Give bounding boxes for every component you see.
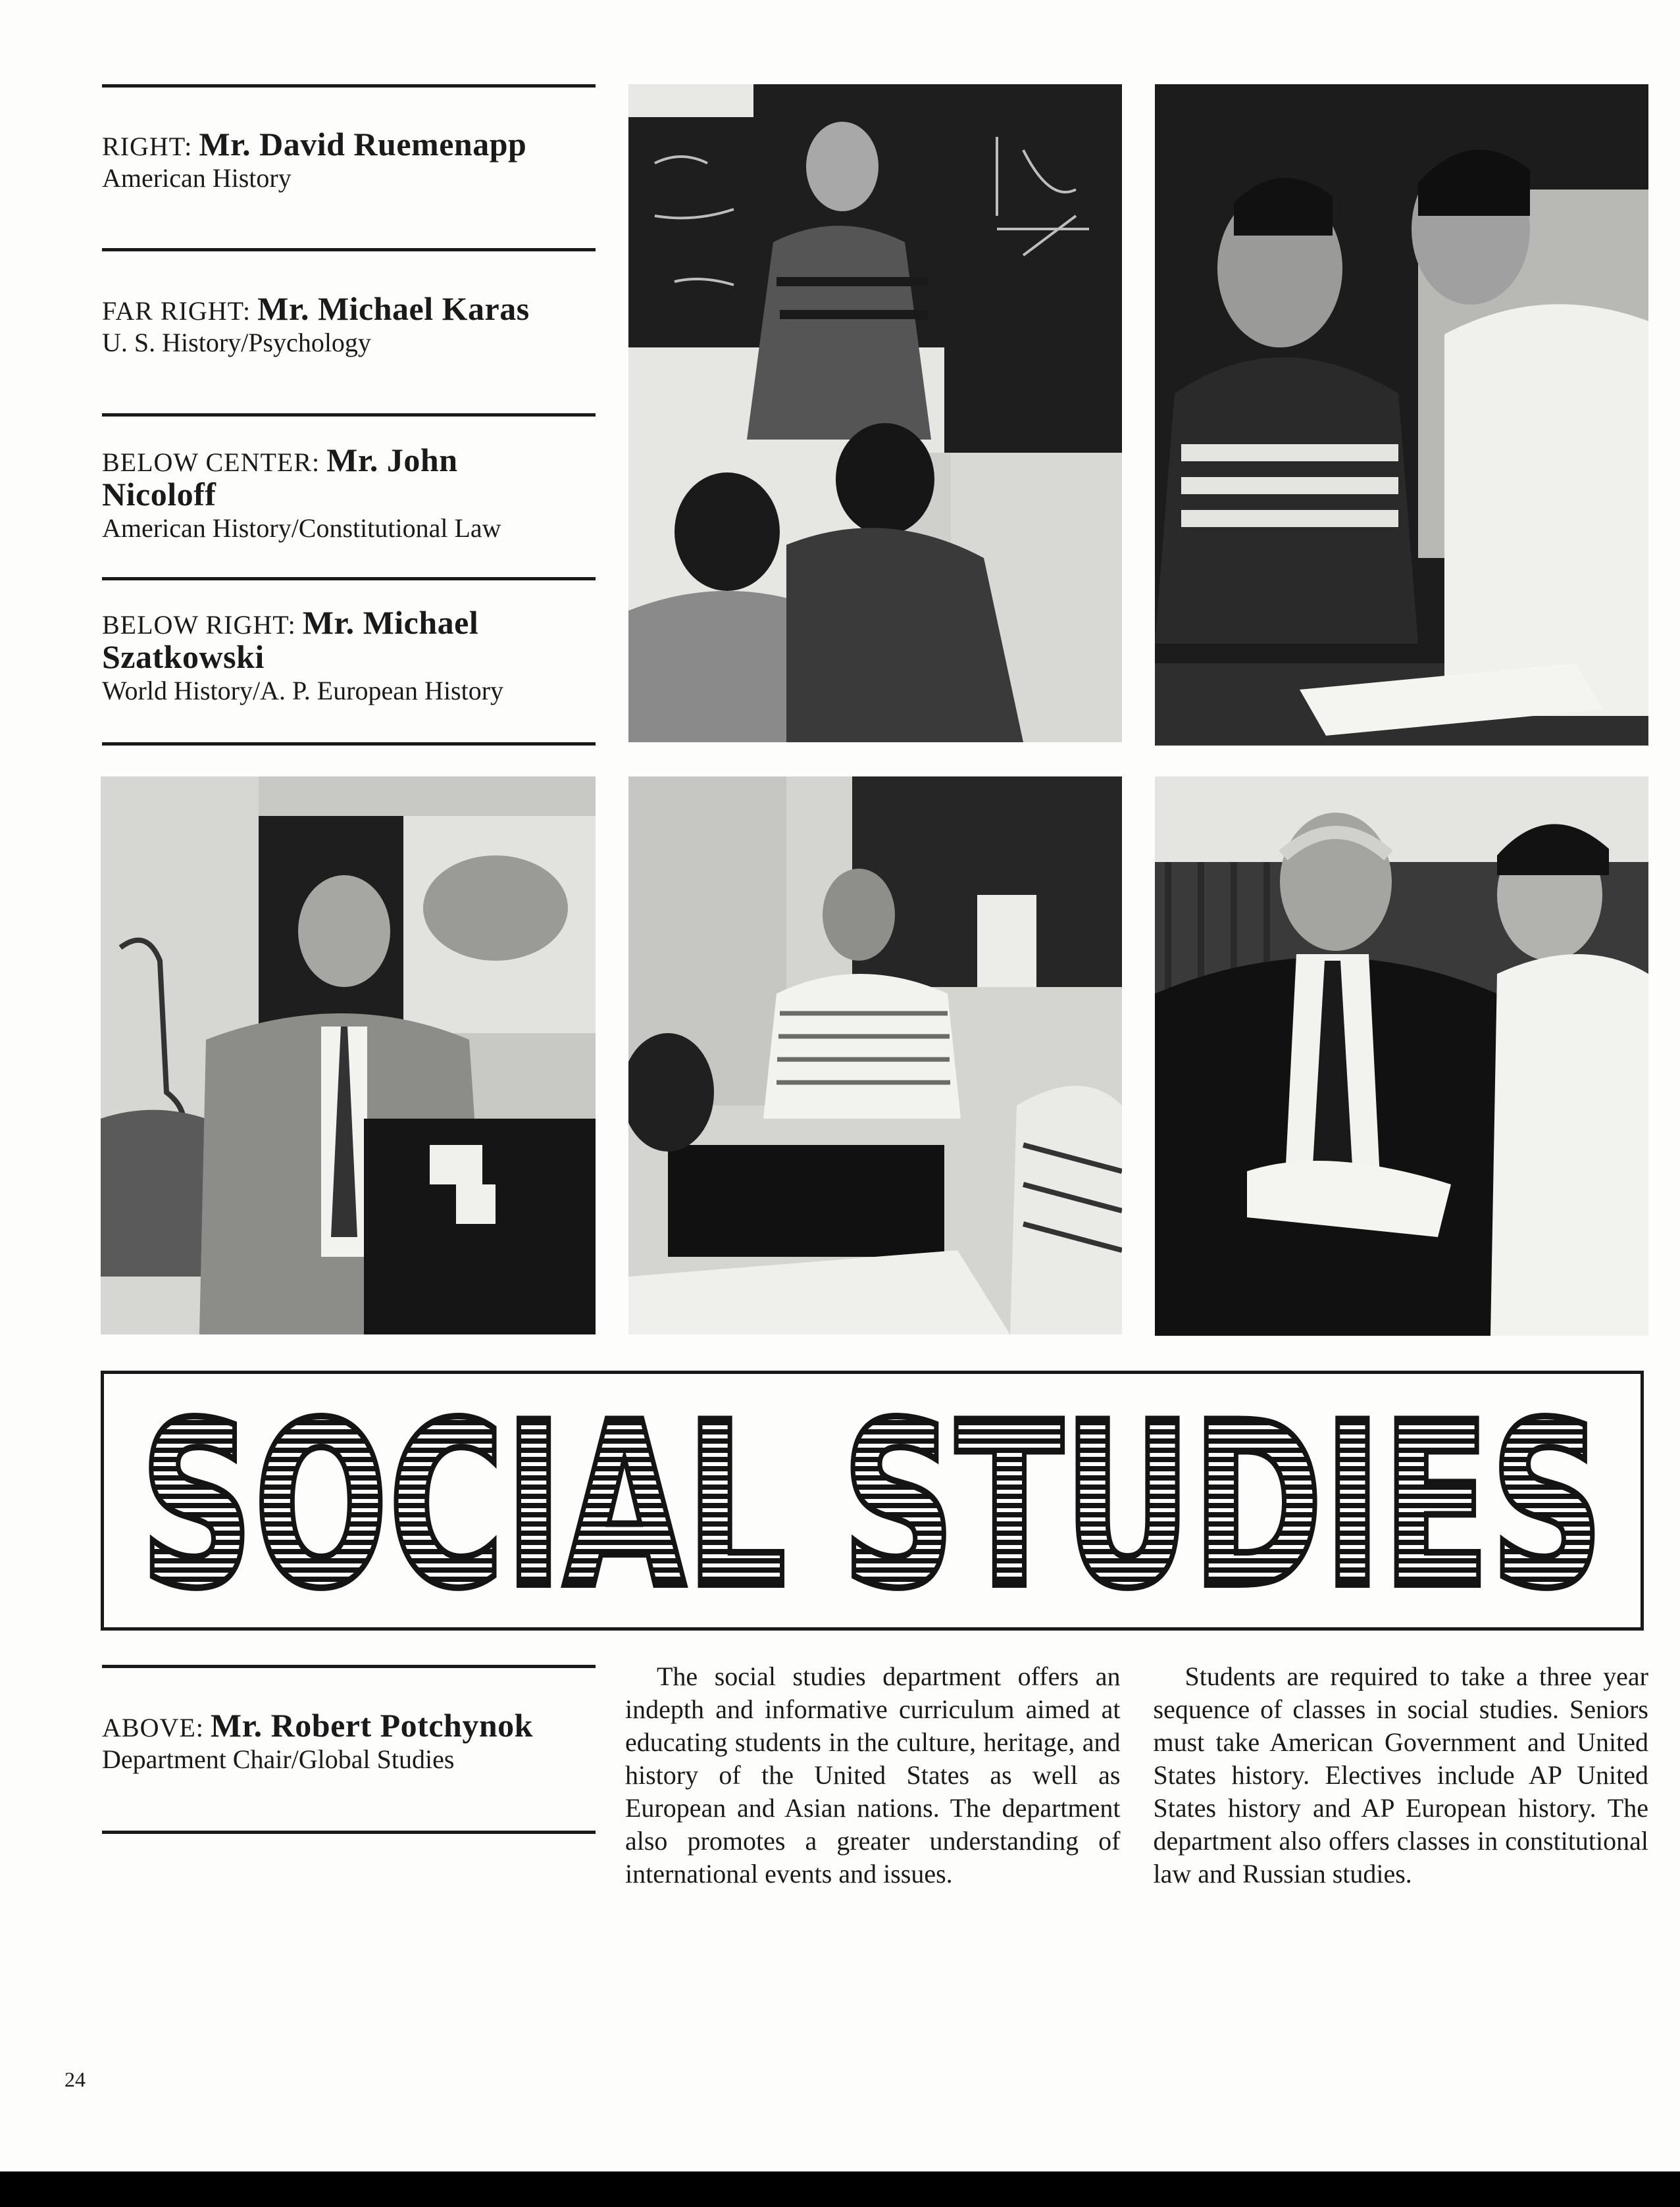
title-banner [101,1371,1644,1631]
photo-ruemenapp-chalkboard [628,84,1122,742]
caption-far-right [102,290,602,359]
photo-potchynok-with-student [1155,776,1648,1336]
banner-title: SOCIAL STUDIES [140,1375,1604,1627]
caption-position: BELOW RIGHT: [102,610,296,640]
banner-svg [104,1374,1641,1627]
caption-rule [102,577,596,580]
caption-below-center [102,444,563,544]
caption-position: ABOVE: [102,1713,204,1742]
caption-position: RIGHT: [102,132,193,161]
page-number: 24 [64,2067,86,2091]
teacher-name: Mr. David Ruemenapp [199,126,527,163]
caption-rule [102,248,596,251]
body-text [625,1660,1648,2029]
caption-rule [102,742,596,746]
teacher-subject: U. S. History/Psychology [102,328,371,357]
caption-above [102,1707,602,1775]
photo-nicoloff-podium [101,776,596,1334]
teacher-subject: Department Chair/Global Studies [102,1744,455,1774]
caption-right [102,128,602,194]
caption-rule [102,413,596,417]
body-paragraph-2: Students are required to take a three year sequence of classes in social studies. Seniors must take American Government and United States history. Electives include AP United States history and AP European history. The department also offers classes in constitutional law and Russian studies. [1153,1662,1648,1889]
teacher-subject: American History [102,163,292,193]
caption-position: BELOW CENTER: [102,447,320,477]
body-paragraph-1: The social studies department offers an indepth and informative curriculum aimed at educating students in the culture, heritage, and history of the United States as well as European and Asian nations. The department also promotes a greater understanding of international events and issues. [625,1662,1121,1889]
photo-szatkowski-desk [628,776,1122,1334]
teacher-name: Mr. Michael Szatkowski [102,604,479,675]
photo-karas-with-student [1155,84,1648,746]
teacher-name: Mr. Michael Karas [257,290,530,327]
caption-position: FAR RIGHT: [102,296,251,326]
caption-rule [102,1665,596,1668]
teacher-name: Mr. John Nicoloff [102,442,458,513]
caption-below-right [102,604,563,707]
teacher-subject: World History/A. P. European History [102,676,504,705]
teacher-name: Mr. Robert Potchynok [210,1707,533,1744]
caption-rule [102,1831,596,1834]
caption-rule [102,84,596,88]
teacher-subject: American History/Constitutional Law [102,513,501,543]
